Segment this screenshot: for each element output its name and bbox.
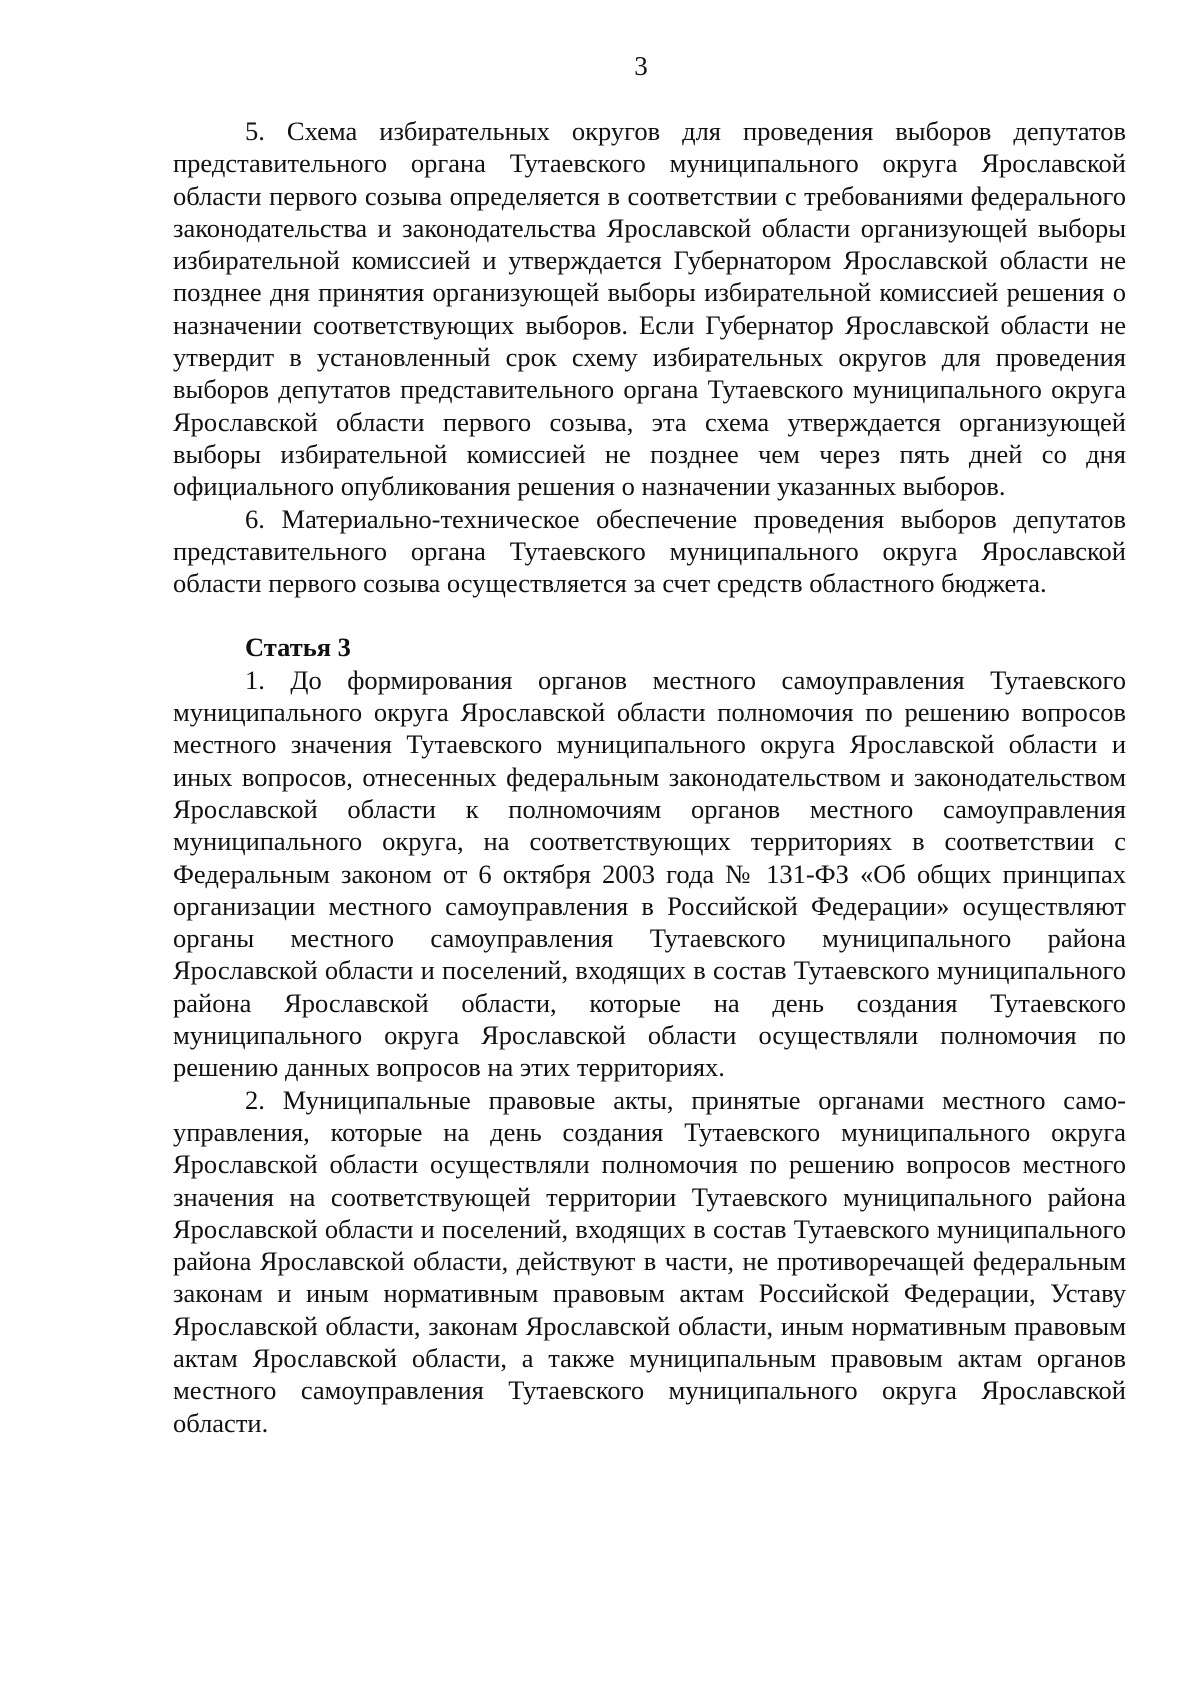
article-3-heading: Статья 3 xyxy=(245,632,351,663)
document-body xyxy=(173,115,1126,1439)
paragraph-6: 6. Материально-техническое обеспечение проведения выборов депутатов представительного органа Тутаевского муниципального округа Ярославской области первого созыва осуществляется за счет средств областного бюджета. xyxy=(173,503,1126,599)
page-number: 3 xyxy=(634,51,648,81)
article-3-paragraph-1: 1. До формирования органов местного самоуправления Тутаевского муниципального округа Ярославской области полномочия по решению вопросов местного значения Тутаевского муниципального округа Ярославской области и иных вопросов, отнесенных федеральным законодательством и законодательством Ярославской области к полномочиям органов местного самоуправления муниципального округа, на соответствующих территориях в соответствии с Федеральным законом от 6 октября 2003 года № 131-ФЗ «Об общих принципах организации местного самоуправления в Российской Федерации» осуществляют органы местного самоуправления Тутаевского муниципального района Ярославской области и поселений, входящих в состав Тутаевского муниципального района Ярославской области, которые на день создания Тутаевского муниципального округа Ярославской области осуществляли полномочия по решению данных вопросов на этих территориях. xyxy=(173,664,1126,1083)
paragraph-5: 5. Схема избирательных округов для проведения выборов депутатов представительного органа Тутаевского муниципального округа Ярославской области первого созыва определяется в соответствии с требованиями федерального законодательства и законодательства Ярославской области организующей выборы избирательной комиссией и утверждается Губернатором Ярославской области не позднее дня принятия организующей выборы избирательной комиссией решения о назначении соответствующих выборов. Если Губернатор Ярославской области не утвердит в установленный срок схему избирательных округов для проведения выборов депутатов представительного органа Тутаевского муниципального округа Ярославской области первого созыва, эта схема утверждается организующей выборы избирательной комиссией не позднее чем через пять дней со дня официального опубликования решения о назначении указанных выборов. xyxy=(173,116,1126,502)
article-3-paragraph-2: 2. Муниципальные правовые акты, принятые органами местного самоуправления, которые на день создания Тутаевского муниципального округа Ярославской области осуществляли полномочия по решению вопросов местного значения на соответствующей территории Тутаевского муниципального района Ярославской области и поселений, входящих в состав Тутаевского муниципального района Ярославской области, действуют в части, не противоречащей федеральным законам и иным нормативным правовым актам Российской Федерации, Уставу Ярославской области, законам Ярославской области, иным нормативным правовым актам Ярославской области, а также муниципальным правовым актам органов местного самоуправления Тутаевского муниципального округа Ярославской области. xyxy=(173,1084,1126,1438)
